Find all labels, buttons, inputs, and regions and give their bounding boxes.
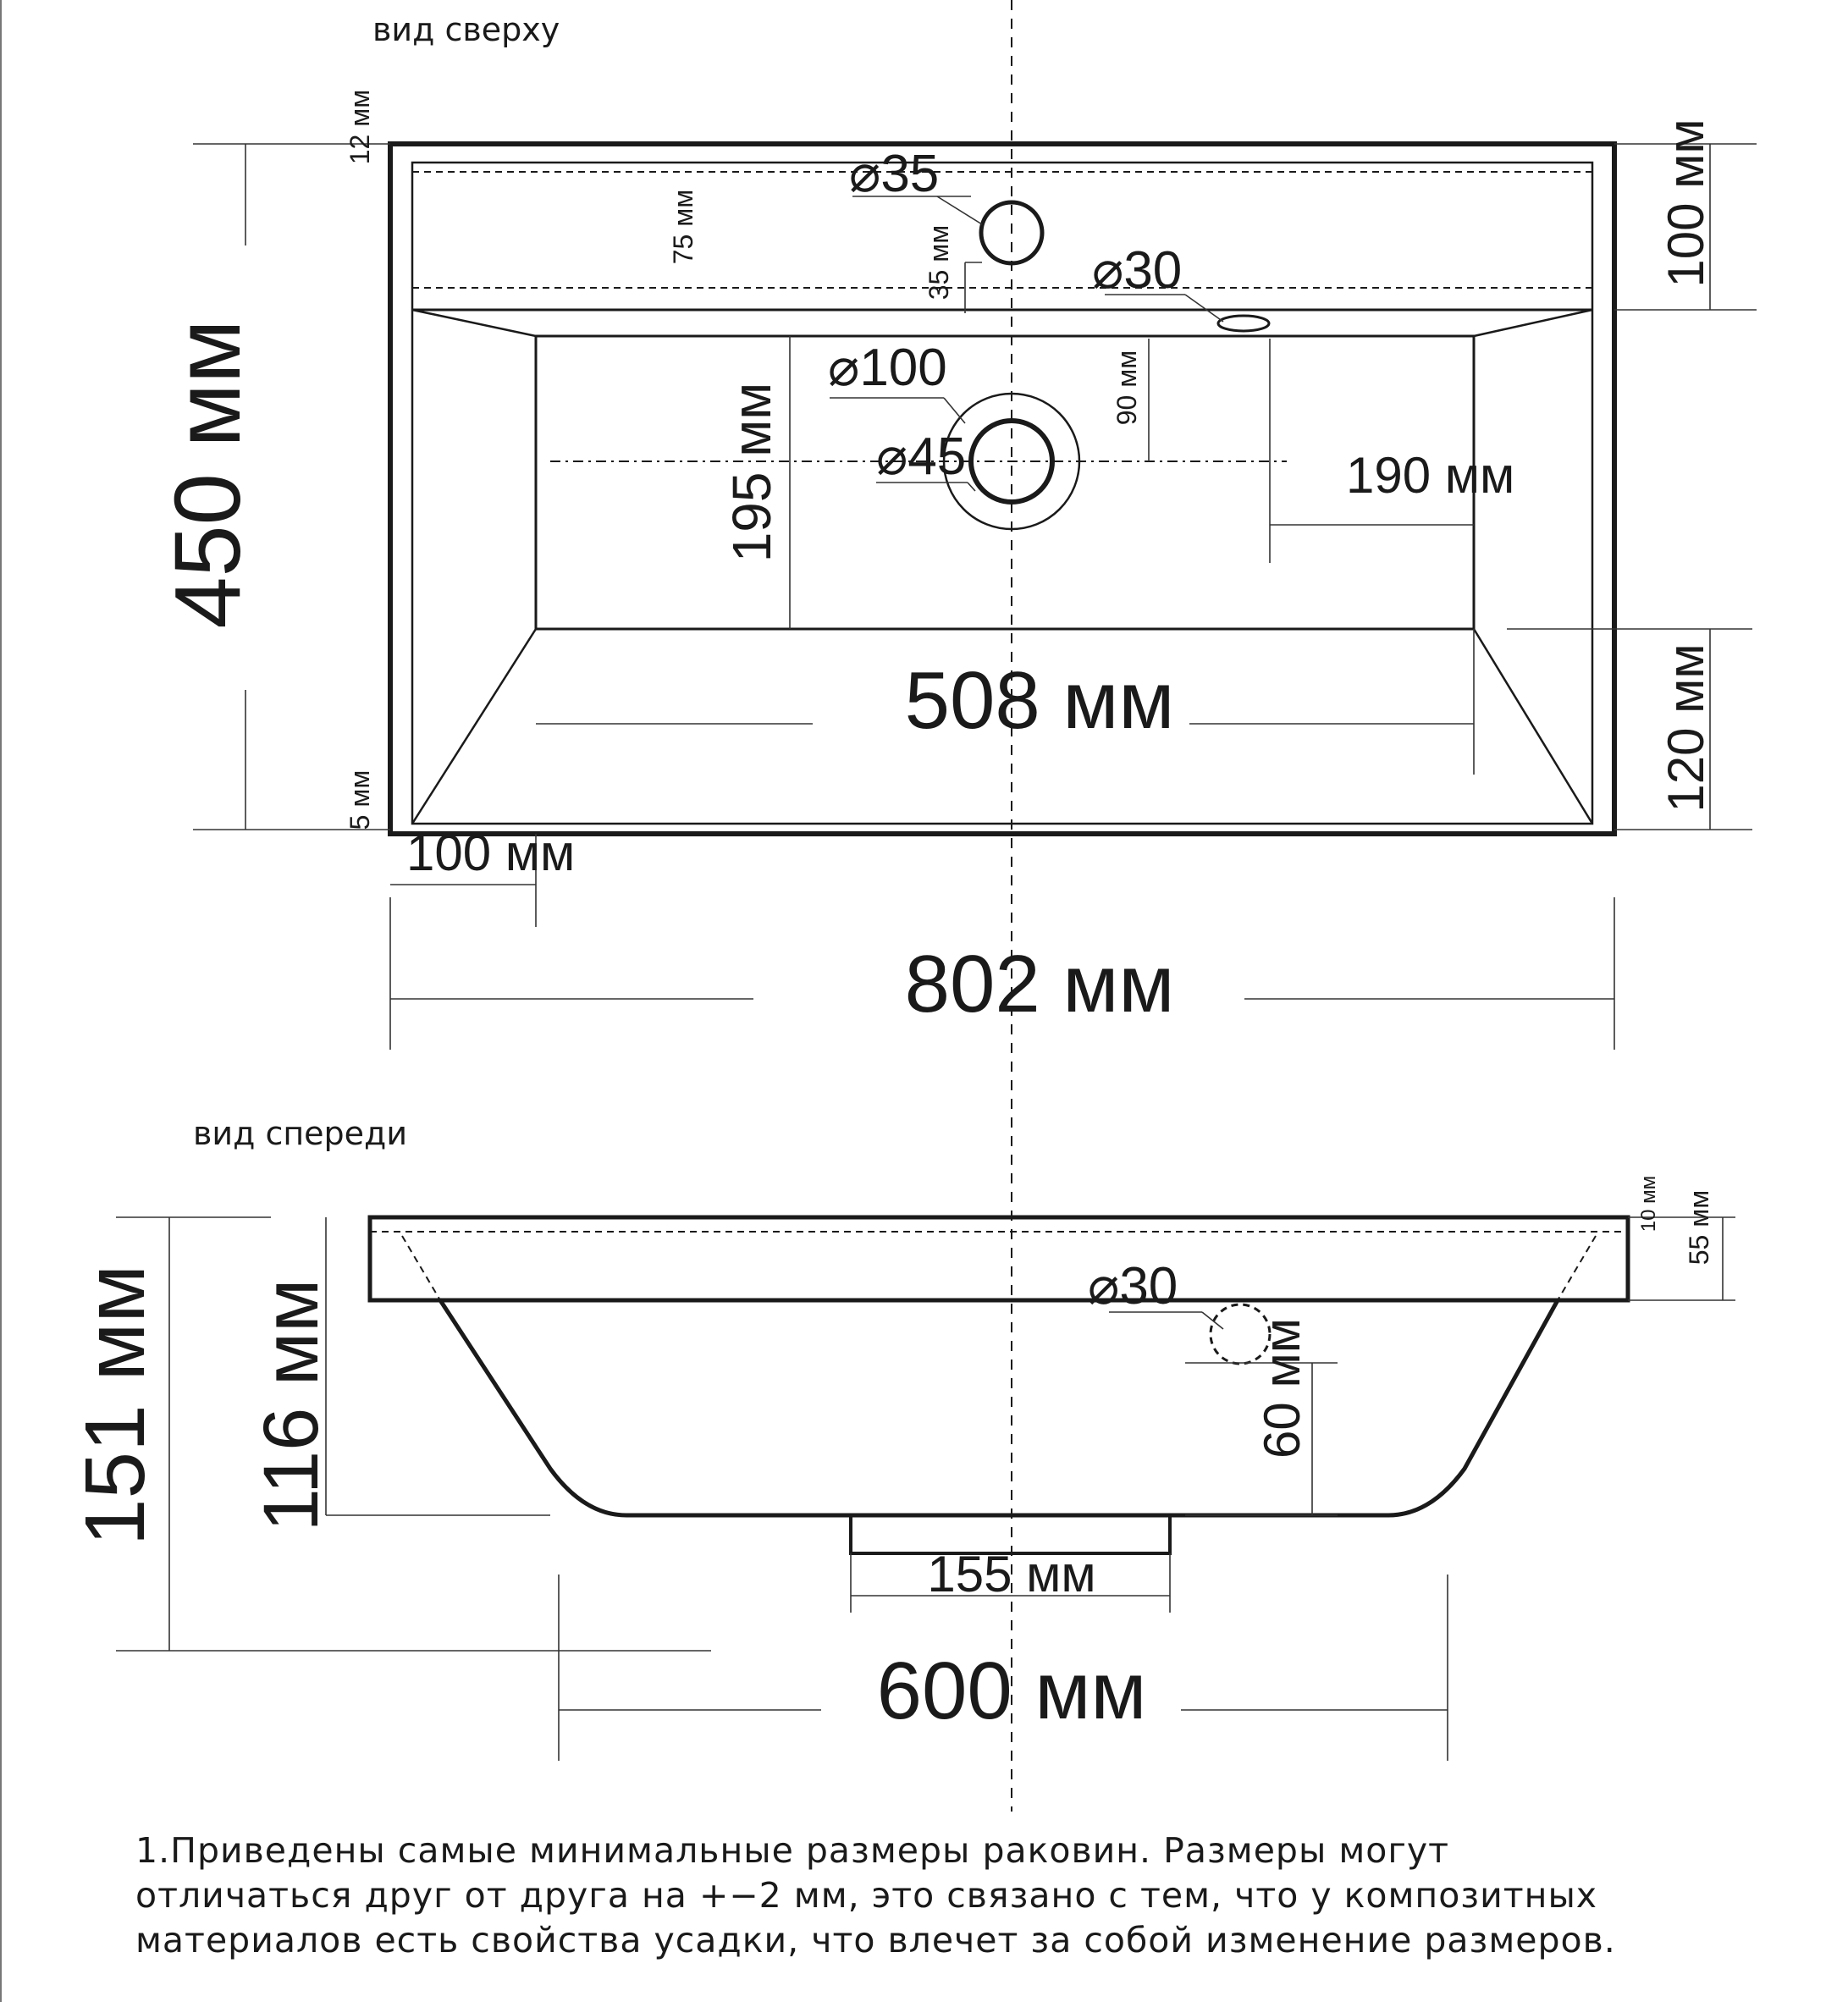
top-view-title: вид сверху: [372, 11, 560, 48]
label-802: 802 мм: [904, 939, 1175, 1029]
label-190: 190 мм: [1346, 447, 1515, 504]
label-12: 12 мм: [345, 89, 375, 165]
label-dia30-top: ⌀30: [1092, 241, 1183, 300]
label-450: 450 мм: [156, 319, 260, 629]
label-100-back: 100 мм: [1658, 119, 1714, 288]
label-90: 90 мм: [1112, 350, 1142, 426]
label-60: 60 мм: [1254, 1318, 1310, 1459]
label-100-side: 100 мм: [406, 825, 576, 881]
overflow-hole: [1218, 316, 1269, 331]
front-slope-r: [1558, 1236, 1596, 1300]
note-line: отличаться друг от друга на +−2 мм, это связано с тем, что у композитных: [135, 1875, 1598, 1916]
label-5: 5 мм: [345, 769, 375, 830]
label-55: 55 мм: [1684, 1189, 1714, 1266]
note-line: 1.Приведены самые минимальные размеры раковин. Размеры могут: [135, 1830, 1450, 1871]
front-view-title: вид спереди: [193, 1115, 408, 1152]
label-508: 508 мм: [904, 655, 1175, 746]
label-dia45: ⌀45: [876, 427, 967, 486]
bowl-slope-br: [1474, 629, 1592, 824]
bowl-slope-bl: [412, 629, 536, 824]
label-10: 10 мм: [1637, 1175, 1660, 1233]
label-195: 195 мм: [721, 382, 782, 563]
label-75: 75 мм: [668, 189, 698, 265]
label-dia100: ⌀100: [828, 339, 947, 397]
bowl-bottom: [536, 336, 1474, 629]
bowl-slope-tr: [1474, 310, 1592, 336]
front-slab: [370, 1217, 1628, 1300]
label-dia35: ⌀35: [849, 145, 940, 203]
front-bowl: [440, 1300, 1558, 1515]
label-155: 155 мм: [927, 1546, 1096, 1602]
label-120: 120 мм: [1658, 643, 1714, 813]
front-slope-l: [402, 1236, 440, 1300]
footnote: [135, 1828, 1812, 1963]
label-35mm: 35 мм: [924, 224, 954, 301]
label-151: 151 мм: [68, 1264, 163, 1547]
label-600: 600 мм: [876, 1646, 1147, 1736]
label-116: 116 мм: [248, 1278, 334, 1532]
label-dia30-front: ⌀30: [1088, 1257, 1178, 1315]
bowl-slope-tl: [412, 310, 536, 336]
note-line: материалов есть свойства усадки, что влечет за собой изменение размеров.: [135, 1920, 1616, 1961]
